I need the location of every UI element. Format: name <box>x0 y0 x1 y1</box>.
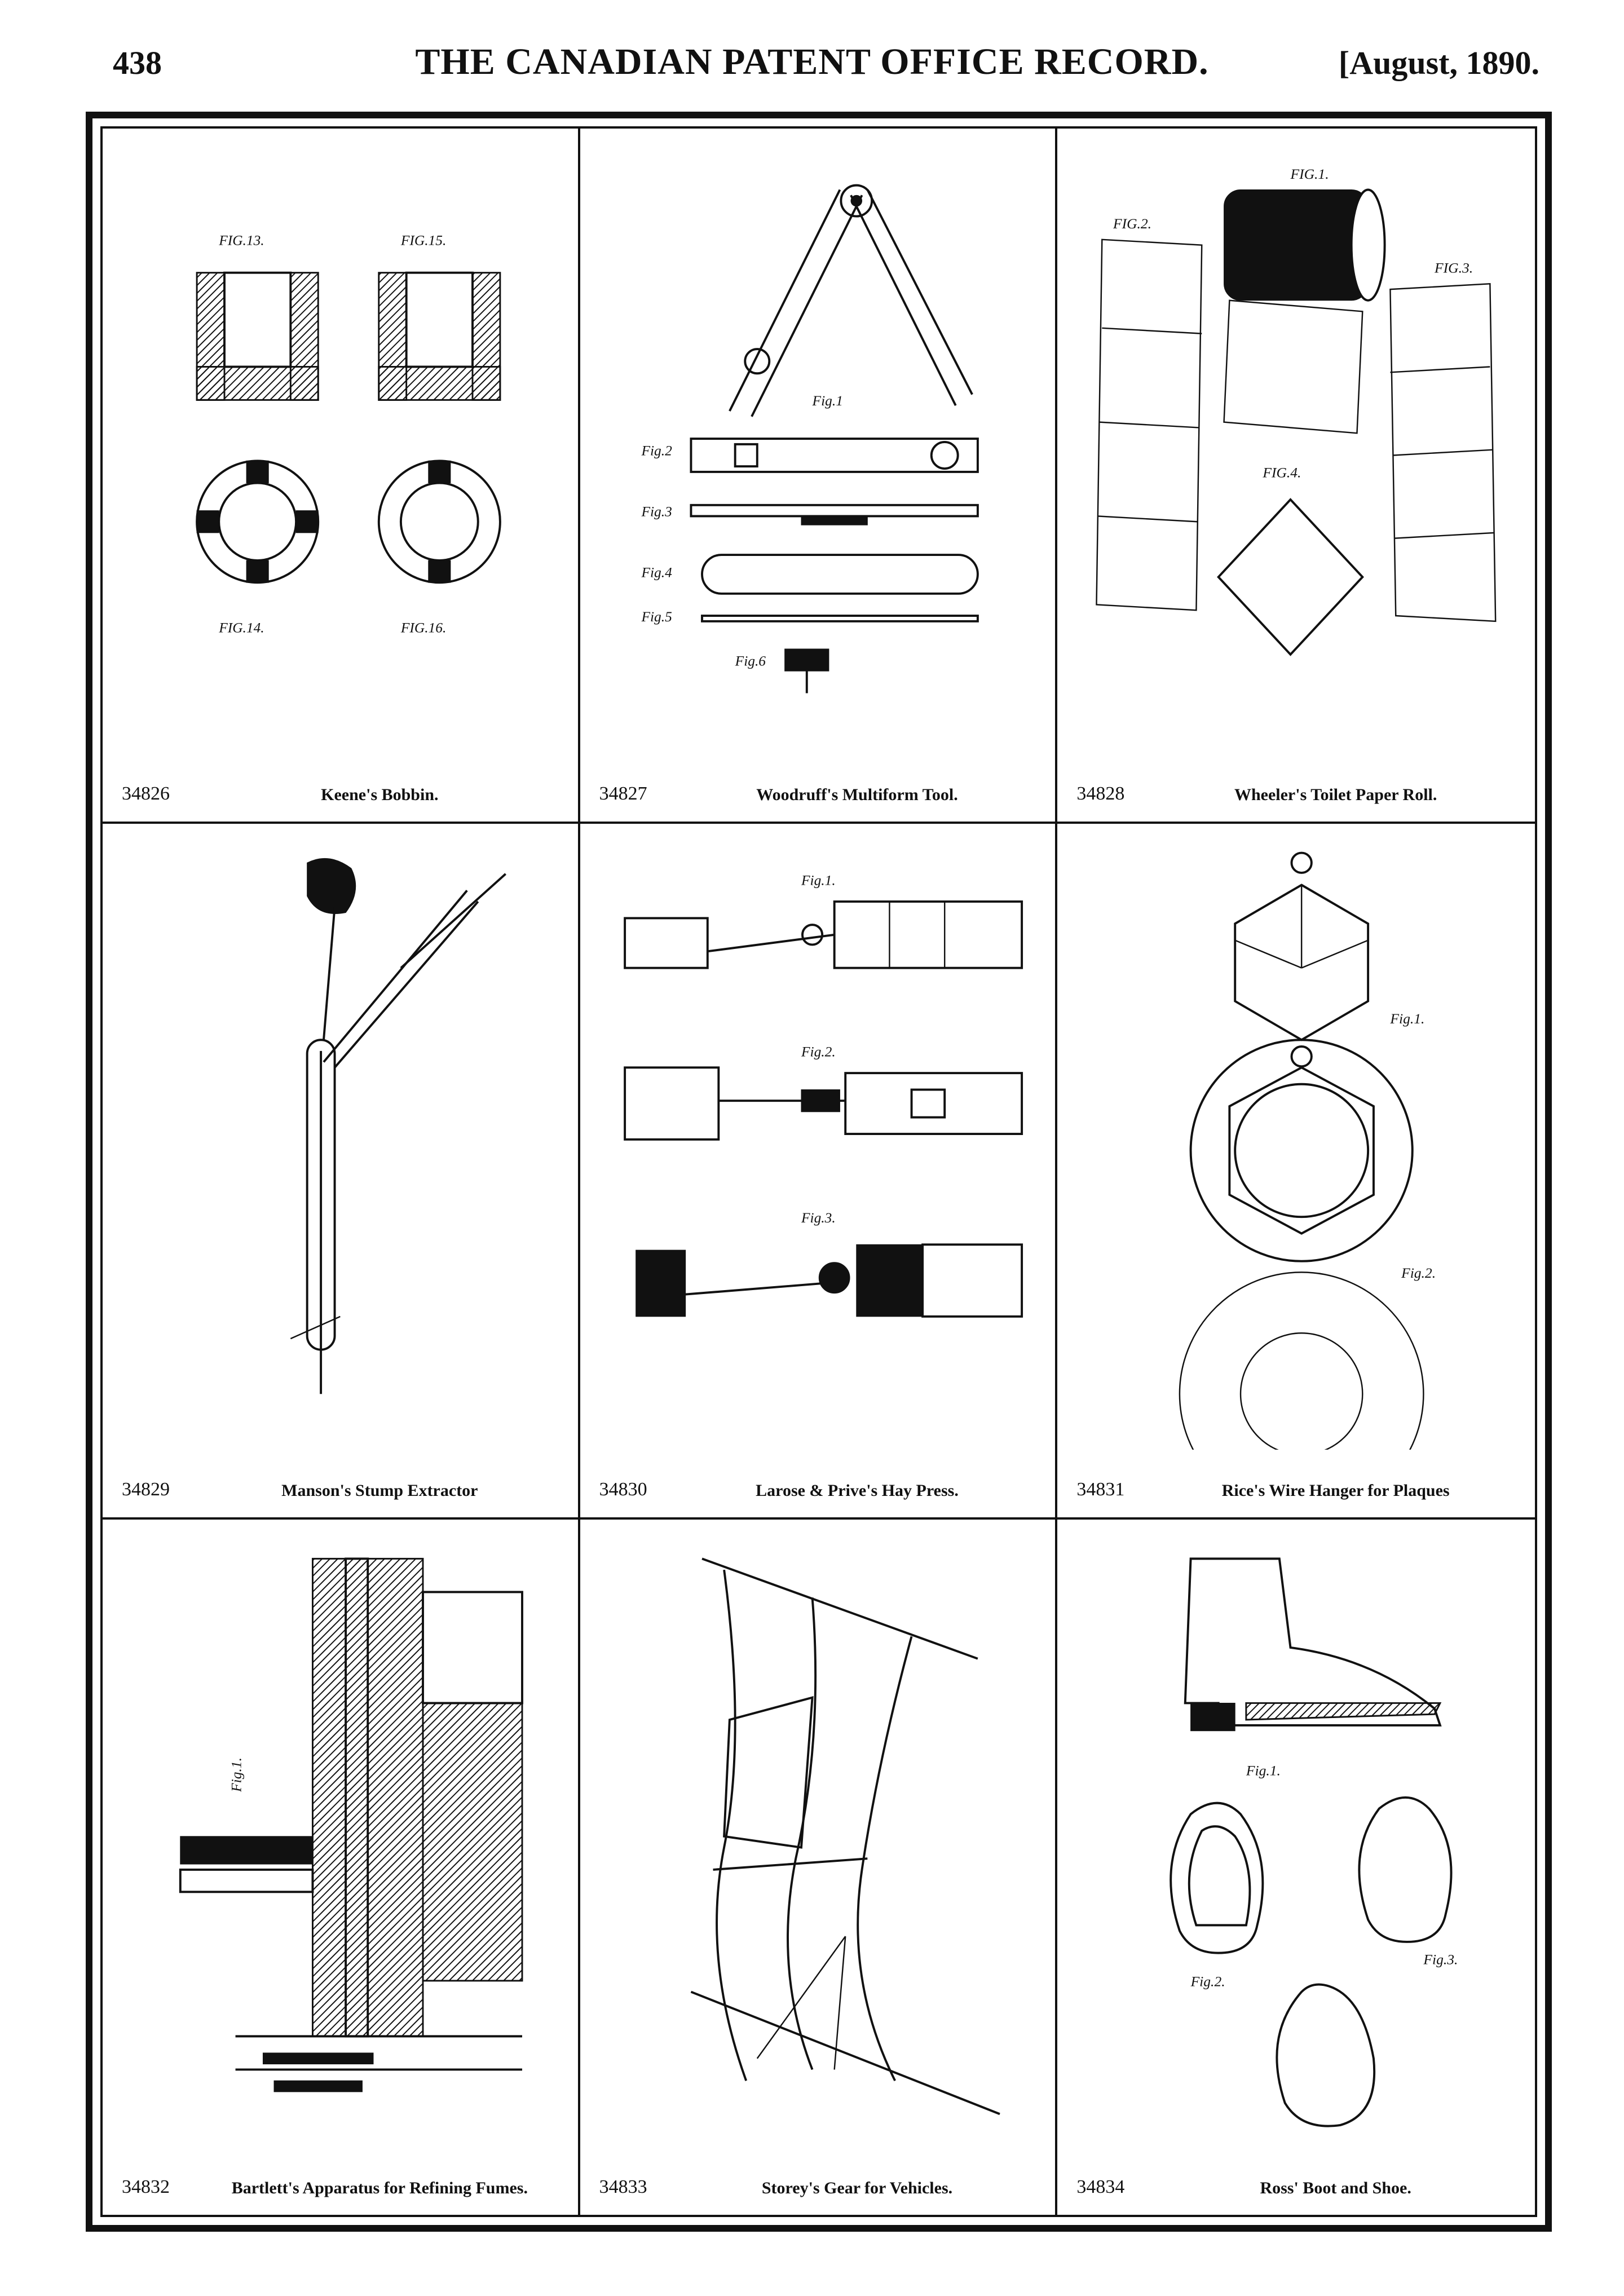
patent-title: Rice's Wire Hanger for Plaques <box>1221 1481 1450 1500</box>
vehicle-gear-drawing <box>603 1536 1033 2147</box>
patent-panel-woodruffs-multiform-tool <box>580 129 1058 824</box>
patent-panel-ross-boot-and-shoe <box>1057 1520 1535 2215</box>
fig-label: Fig.3. <box>1423 1950 1458 1968</box>
patent-title: Storey's Gear for Vehicles. <box>761 2179 953 2197</box>
patent-panel-bartletts-apparatus <box>103 1520 580 2215</box>
page-header <box>0 0 1624 113</box>
patent-title: Keene's Bobbin. <box>321 785 439 805</box>
stump-extractor-drawing <box>125 841 555 1449</box>
patent-title: Wheeler's Toilet Paper Roll. <box>1234 785 1437 805</box>
fig-label: Fig.1. <box>228 1757 245 1792</box>
wire-hanger-drawing <box>1080 841 1512 1449</box>
fig-label: FIG.1. <box>1290 165 1329 182</box>
patent-title: Larose & Prive's Hay Press. <box>756 1481 959 1500</box>
patent-number: 34831 <box>1076 1478 1125 1500</box>
patent-panel-larose-prives-hay-press <box>580 824 1058 1519</box>
fig-label: Fig.2. <box>1401 1265 1436 1282</box>
boot-shoe-drawing <box>1080 1536 1512 2147</box>
patent-panel-rices-wire-hanger <box>1057 824 1535 1519</box>
toilet-paper-roll-drawing <box>1080 145 1512 754</box>
patent-grid <box>103 129 1535 2215</box>
patent-number: 34834 <box>1076 2176 1125 2197</box>
patent-panel-keenes-bobbin <box>103 129 580 824</box>
patent-number: 34833 <box>599 2176 647 2197</box>
fig-label: Fig.4 <box>641 564 672 581</box>
hay-press-drawing <box>603 841 1033 1449</box>
fig-label: Fig.2. <box>801 1043 836 1061</box>
patent-number: 34830 <box>599 1478 647 1500</box>
plate-inner-frame <box>100 126 1537 2217</box>
patent-title: Ross' Boot and Shoe. <box>1260 2179 1411 2197</box>
fig-label: Fig.2. <box>1190 1973 1225 1990</box>
patent-number: 34832 <box>122 2176 170 2197</box>
fig-label: Fig.6 <box>735 652 766 669</box>
bobbin-drawing <box>125 145 555 754</box>
patent-number: 34826 <box>122 783 170 805</box>
patent-number: 34829 <box>122 1478 170 1500</box>
fig-label: Fig.2 <box>641 442 672 459</box>
fig-label: FIG.4. <box>1263 464 1301 481</box>
page-number: 438 <box>113 45 162 81</box>
fig-label: FIG.2. <box>1113 215 1152 232</box>
patent-panel-wheelers-toilet-paper-roll <box>1057 129 1535 824</box>
patent-number: 34827 <box>599 783 647 805</box>
plate-frame <box>86 112 1552 2232</box>
patent-title: Manson's Stump Extractor <box>281 1481 478 1500</box>
fig-label: Fig.1. <box>1390 1010 1425 1027</box>
patent-title: Bartlett's Apparatus for Refining Fumes. <box>231 2179 528 2197</box>
fig-label: Fig.1. <box>801 872 836 889</box>
refining-apparatus-drawing <box>125 1536 555 2147</box>
patent-panel-storeys-gear <box>580 1520 1058 2215</box>
fig-label: Fig.5 <box>641 608 672 625</box>
fig-label: FIG.14. <box>219 619 264 636</box>
fig-label: Fig.3 <box>641 503 672 520</box>
patent-number: 34828 <box>1076 783 1125 805</box>
patent-panel-mansons-stump-extractor <box>103 824 580 1519</box>
journal-title: THE CANADIAN PATENT OFFICE RECORD. <box>415 41 1209 82</box>
fig-label: FIG.15. <box>400 232 447 249</box>
multiform-tool-drawing <box>603 145 1033 754</box>
fig-label: FIG.16. <box>400 619 447 636</box>
fig-label: FIG.13. <box>219 232 264 249</box>
issue-date: [August, 1890. <box>1338 45 1539 81</box>
fig-label: Fig.1. <box>1246 1762 1281 1779</box>
fig-label: FIG.3. <box>1435 259 1473 276</box>
patent-title: Woodruff's Multiform Tool. <box>756 785 958 805</box>
fig-label: Fig.3. <box>801 1209 836 1226</box>
fig-label: Fig.1 <box>812 392 843 409</box>
